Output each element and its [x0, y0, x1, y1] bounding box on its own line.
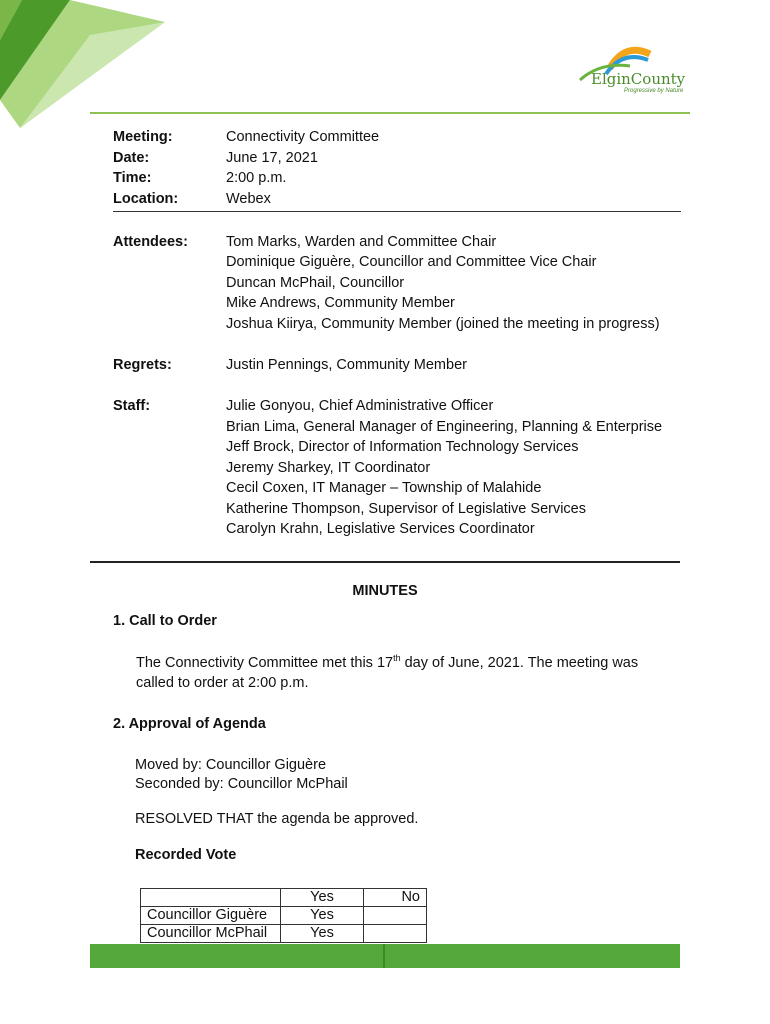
vote-header-yes: Yes: [281, 889, 364, 907]
vote-member: Councillor Giguère: [141, 907, 281, 925]
attendee-item: Dominique Giguère, Councillor and Committee Vice Chair: [226, 254, 597, 270]
footer-bar: [90, 944, 680, 968]
vote-yes: Yes: [281, 925, 364, 943]
header-rule: [90, 112, 690, 114]
vote-table-header: [141, 889, 427, 907]
attendee-item: Tom Marks, Warden and Committee Chair: [226, 234, 497, 250]
corner-decoration: [0, 0, 180, 130]
vote-no: [364, 907, 427, 925]
resolution: RESOLVED THAT the agenda be approved.: [135, 811, 419, 827]
vote-table: [140, 888, 427, 943]
minutes-heading: MINUTES: [352, 583, 418, 599]
regrets-item: Justin Pennings, Community Member: [226, 357, 467, 373]
staff-item: Jeremy Sharkey, IT Coordinator: [226, 460, 431, 476]
vote-yes: Yes: [281, 907, 364, 925]
location-label: Location:: [113, 191, 179, 207]
date-label: Date:: [113, 150, 150, 166]
section-1-text-line-1: The Connectivity Committee met this 17th day of June, 2021. The meeting was: [136, 653, 639, 671]
attendee-item: Duncan McPhail, Councillor: [226, 275, 405, 291]
regrets-label: Regrets:: [113, 357, 172, 373]
section-divider: [90, 561, 680, 563]
staff-item: Carolyn Krahn, Legislative Services Coordinator: [226, 521, 535, 537]
staff-item: Katherine Thompson, Supervisor of Legislative Services: [226, 501, 587, 517]
logo-name: ElginCounty: [591, 70, 686, 88]
logo-tagline: Progressive by Nature: [624, 88, 684, 94]
time-value: 2:00 p.m.: [226, 170, 287, 186]
vote-header-no: No: [364, 889, 427, 907]
seconded-by: Seconded by: Councillor McPhail: [135, 776, 348, 792]
staff-item: Brian Lima, General Manager of Engineering, Planning & Enterprise: [226, 419, 663, 435]
table-row: [141, 925, 427, 943]
date-value: June 17, 2021: [226, 150, 318, 166]
meeting-value: Connectivity Committee: [226, 129, 380, 145]
staff-label: Staff:: [113, 398, 151, 414]
section-1-text-line-2: called to order at 2:00 p.m.: [136, 675, 309, 691]
attendee-item: Mike Andrews, Community Member: [226, 295, 455, 311]
table-row: [141, 907, 427, 925]
recorded-vote-heading: Recorded Vote: [135, 847, 237, 863]
vote-header-cell: [141, 889, 281, 907]
info-rule: [113, 211, 681, 212]
staff-item: Jeff Brock, Director of Information Technology Services: [226, 439, 579, 455]
section-1-heading: 1. Call to Order: [113, 613, 217, 629]
attendees-label: Attendees:: [113, 234, 188, 250]
vote-no: [364, 925, 427, 943]
meeting-label: Meeting:: [113, 129, 173, 145]
staff-item: Julie Gonyou, Chief Administrative Officer: [226, 398, 494, 414]
vote-member: Councillor McPhail: [141, 925, 281, 943]
time-label: Time:: [113, 170, 152, 186]
attendee-item: Joshua Kiirya, Community Member (joined the meeting in progress): [226, 316, 660, 332]
moved-by: Moved by: Councillor Giguère: [135, 757, 327, 773]
staff-item: Cecil Coxen, IT Manager – Township of Malahide: [226, 480, 542, 496]
section-2-heading: 2. Approval of Agenda: [113, 716, 266, 732]
location-value: Webex: [226, 191, 271, 207]
